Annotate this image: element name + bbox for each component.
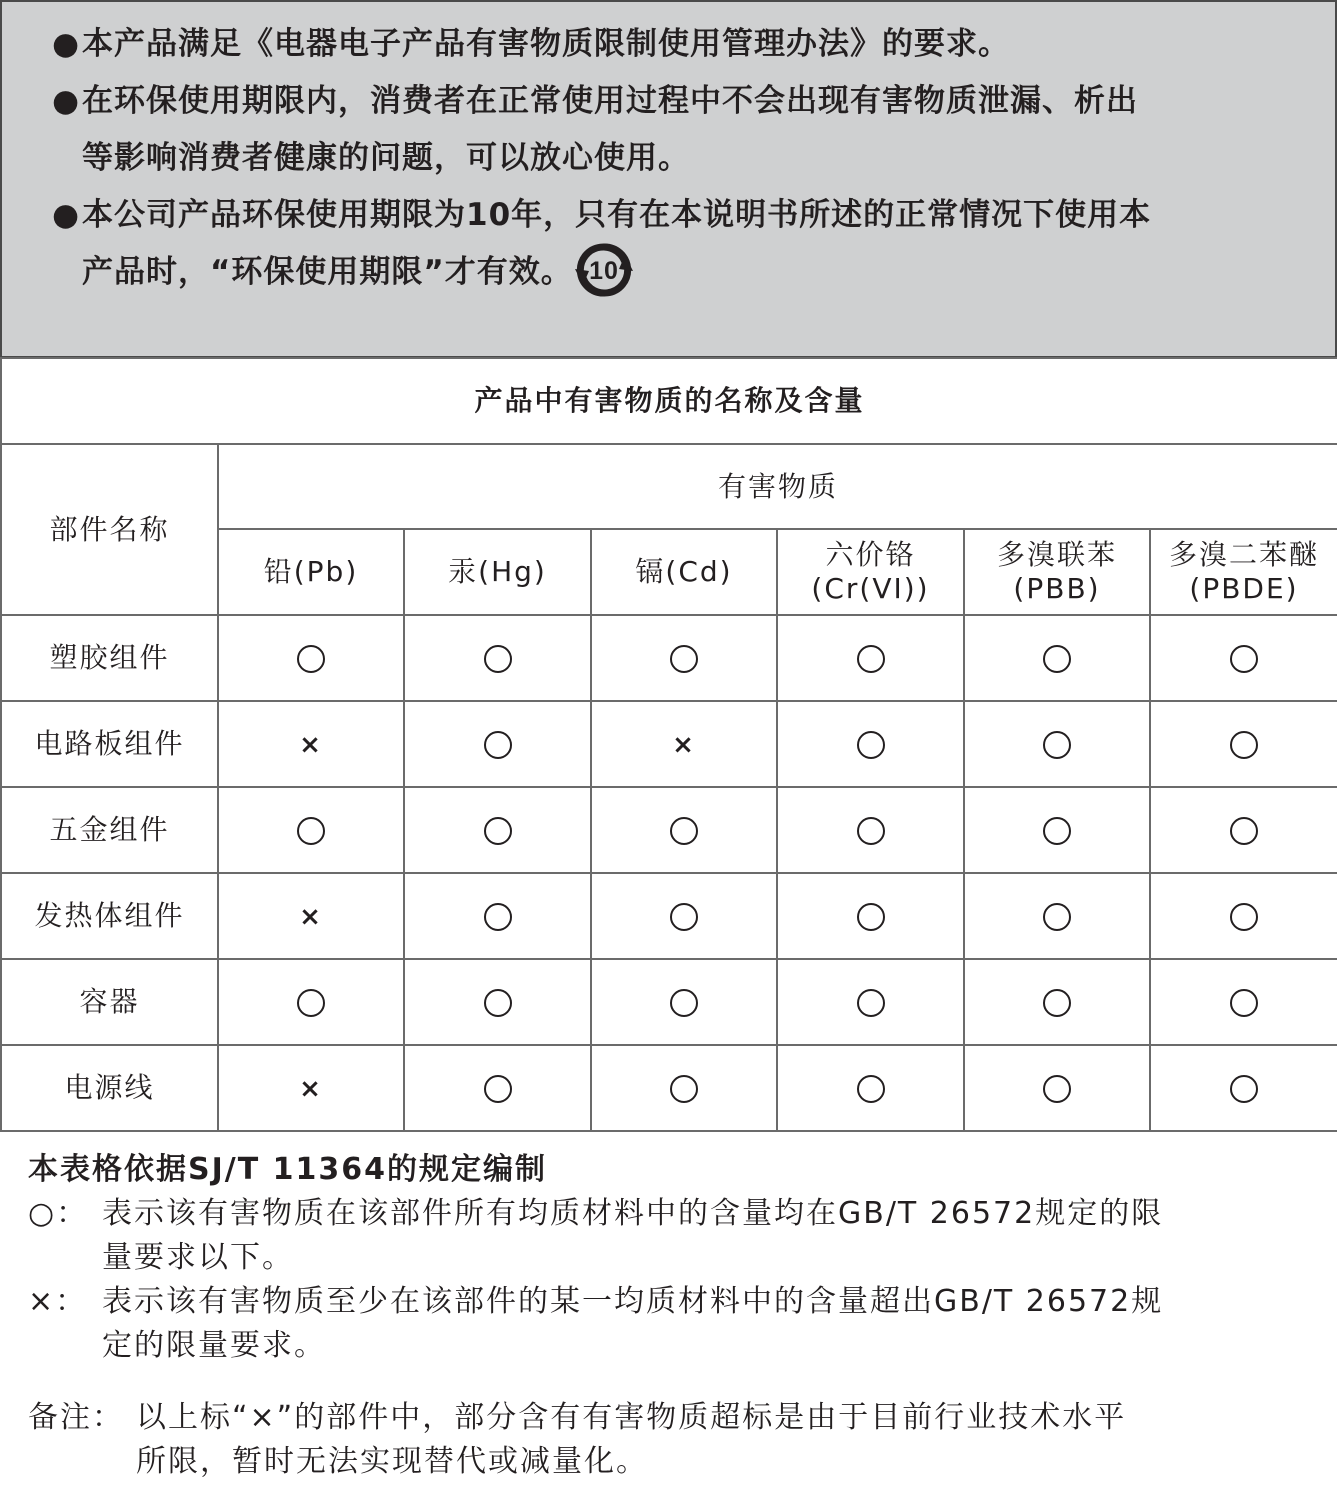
hazardous-substance-table bbox=[0, 357, 1337, 1132]
table-row bbox=[1, 787, 1337, 873]
circle-compliant-mark bbox=[297, 989, 325, 1017]
status-cell bbox=[1150, 1045, 1337, 1131]
notes-heading: 本表格依据SJ/T 11364的规定编制 bbox=[28, 1152, 548, 1187]
circle-compliant-mark bbox=[297, 645, 325, 673]
part-name-cell: 五金组件 bbox=[1, 787, 218, 873]
circle-compliant-mark bbox=[484, 817, 512, 845]
circle-compliant-mark bbox=[1230, 645, 1258, 673]
circle-compliant-mark bbox=[670, 645, 698, 673]
status-cell bbox=[404, 873, 591, 959]
cross-exceeds-mark: × bbox=[299, 729, 323, 760]
eco-period-10-logo bbox=[575, 241, 633, 299]
bullet-dot: ● bbox=[52, 83, 81, 119]
circle-compliant-mark bbox=[857, 903, 885, 931]
notice-bullet-2 bbox=[52, 73, 1302, 187]
status-cell bbox=[218, 959, 404, 1045]
status-cell bbox=[404, 787, 591, 873]
status-cell bbox=[218, 615, 404, 701]
status-cell bbox=[964, 615, 1150, 701]
circle-compliant-mark bbox=[484, 645, 512, 673]
circle-compliant-mark bbox=[297, 817, 325, 845]
remark-label: 备注： bbox=[28, 1400, 124, 1435]
substance-name: 多溴二苯醚 bbox=[1169, 538, 1320, 571]
cross-exceeds-mark: × bbox=[299, 1073, 323, 1104]
logo-number: 10 bbox=[588, 256, 619, 285]
status-cell bbox=[404, 959, 591, 1045]
status-cell bbox=[1150, 959, 1337, 1045]
substance-name: 六价铬 bbox=[825, 538, 916, 571]
status-cell bbox=[1150, 701, 1337, 787]
circle-compliant-mark bbox=[857, 817, 885, 845]
status-cell bbox=[218, 787, 404, 873]
part-name-cell: 塑胶组件 bbox=[1, 615, 218, 701]
table-row bbox=[1, 959, 1337, 1045]
legend-cross-text bbox=[102, 1280, 1292, 1368]
part-name-cell: 发热体组件 bbox=[1, 873, 218, 959]
status-cell bbox=[1150, 873, 1337, 959]
part-name-cell: 电路板组件 bbox=[1, 701, 218, 787]
circle-compliant-mark bbox=[857, 645, 885, 673]
legend-line: 表示该有害物质在该部件所有均质材料中的含量均在GB/T 26572规定的限 bbox=[102, 1196, 1164, 1231]
substance-header bbox=[404, 529, 591, 615]
legend-circle bbox=[28, 1192, 1308, 1280]
status-cell bbox=[964, 959, 1150, 1045]
legend-circle-symbol: ○： bbox=[28, 1196, 89, 1231]
bullet-dot: ● bbox=[52, 26, 81, 62]
status-cell bbox=[218, 873, 404, 959]
legend-line: 定的限量要求。 bbox=[102, 1328, 326, 1363]
substance-symbol: (Cr(VI)) bbox=[811, 572, 930, 605]
status-cell bbox=[404, 1045, 591, 1131]
status-cell bbox=[218, 1045, 404, 1131]
notice-bullet-3 bbox=[52, 187, 1302, 303]
substance-header bbox=[964, 529, 1150, 615]
circle-compliant-mark bbox=[857, 989, 885, 1017]
notice-text: 产品时，“环保使用期限”才有效。 bbox=[82, 254, 573, 290]
notice-text: 在环保使用期限内，消费者在正常使用过程中不会出现有害物质泄漏、析出 bbox=[82, 83, 1138, 119]
status-cell bbox=[777, 787, 964, 873]
legend-line: 表示该有害物质至少在该部件的某一均质材料中的含量超出GB/T 26572规 bbox=[102, 1284, 1164, 1319]
table-row bbox=[1, 1045, 1337, 1131]
part-name-header: 部件名称 bbox=[1, 444, 218, 615]
status-cell bbox=[964, 701, 1150, 787]
circle-compliant-mark bbox=[857, 731, 885, 759]
status-cell bbox=[777, 701, 964, 787]
status-cell bbox=[1150, 615, 1337, 701]
cross-exceeds-mark: × bbox=[672, 729, 696, 760]
table-row bbox=[1, 615, 1337, 701]
substance-name: 铅(Pb) bbox=[263, 555, 359, 588]
hazardous-group-header: 有害物质 bbox=[218, 444, 1337, 529]
circle-compliant-mark bbox=[1043, 903, 1071, 931]
circle-compliant-mark bbox=[670, 817, 698, 845]
circle-compliant-mark bbox=[670, 903, 698, 931]
status-cell bbox=[591, 1045, 777, 1131]
circle-compliant-mark bbox=[1043, 645, 1071, 673]
substance-header bbox=[777, 529, 964, 615]
circle-compliant-mark bbox=[1043, 989, 1071, 1017]
circle-compliant-mark bbox=[484, 1075, 512, 1103]
remark bbox=[28, 1396, 1308, 1484]
legend-cross bbox=[28, 1280, 1308, 1368]
table-row bbox=[1, 873, 1337, 959]
circle-compliant-mark bbox=[670, 989, 698, 1017]
circle-compliant-mark bbox=[1043, 1075, 1071, 1103]
status-cell bbox=[404, 701, 591, 787]
status-cell bbox=[1150, 787, 1337, 873]
substance-header bbox=[1150, 529, 1337, 615]
notice-text: 本公司产品环保使用期限为10年，只有在本说明书所述的正常情况下使用本 bbox=[82, 197, 1152, 233]
substance-header bbox=[591, 529, 777, 615]
remark-text bbox=[136, 1396, 1296, 1484]
remark-line: 以上标“×”的部件中，部分含有有害物质超标是由于目前行业技术水平 bbox=[136, 1400, 1127, 1435]
substance-name: 多溴联苯 bbox=[996, 538, 1117, 571]
table-row bbox=[1, 701, 1337, 787]
circle-compliant-mark bbox=[1230, 1075, 1258, 1103]
circle-compliant-mark bbox=[484, 731, 512, 759]
substance-name: 镉(Cd) bbox=[635, 555, 733, 588]
legend-cross-symbol: ×： bbox=[28, 1284, 88, 1319]
circle-compliant-mark bbox=[1230, 731, 1258, 759]
circle-compliant-mark bbox=[1230, 989, 1258, 1017]
circle-compliant-mark bbox=[1230, 817, 1258, 845]
status-cell bbox=[591, 787, 777, 873]
status-cell bbox=[777, 615, 964, 701]
status-cell bbox=[777, 873, 964, 959]
status-cell bbox=[591, 701, 777, 787]
part-name-cell: 电源线 bbox=[1, 1045, 218, 1131]
cross-exceeds-mark: × bbox=[299, 901, 323, 932]
circle-compliant-mark bbox=[857, 1075, 885, 1103]
notice-bullet-1 bbox=[52, 16, 1302, 73]
status-cell bbox=[591, 615, 777, 701]
bullet-dot: ● bbox=[52, 197, 81, 233]
status-cell bbox=[404, 615, 591, 701]
status-cell bbox=[777, 1045, 964, 1131]
circle-compliant-mark bbox=[484, 989, 512, 1017]
notice-text: 本产品满足《电器电子产品有害物质限制使用管理办法》的要求。 bbox=[82, 26, 1010, 62]
notice-text: 等影响消费者健康的问题，可以放心使用。 bbox=[82, 140, 690, 176]
substance-header bbox=[218, 529, 404, 615]
remark-line: 所限，暂时无法实现替代或减量化。 bbox=[136, 1444, 648, 1479]
substance-name: 汞(Hg) bbox=[448, 555, 547, 588]
notice-box bbox=[0, 0, 1337, 358]
status-cell bbox=[591, 959, 777, 1045]
substance-symbol: (PBDE) bbox=[1189, 572, 1299, 605]
status-cell bbox=[964, 1045, 1150, 1131]
legend-line: 量要求以下。 bbox=[102, 1240, 294, 1275]
status-cell bbox=[964, 787, 1150, 873]
part-name-cell: 容器 bbox=[1, 959, 218, 1045]
circle-compliant-mark bbox=[1230, 903, 1258, 931]
status-cell bbox=[777, 959, 964, 1045]
circle-compliant-mark bbox=[670, 1075, 698, 1103]
notice-text-with-logo bbox=[52, 244, 1302, 303]
circle-compliant-mark bbox=[1043, 817, 1071, 845]
legend-circle-text bbox=[102, 1192, 1292, 1280]
substance-symbol: (PBB) bbox=[1013, 572, 1101, 605]
notes-section bbox=[28, 1148, 1308, 1484]
circle-compliant-mark bbox=[1043, 731, 1071, 759]
status-cell bbox=[591, 873, 777, 959]
circle-compliant-mark bbox=[484, 903, 512, 931]
status-cell bbox=[964, 873, 1150, 959]
status-cell bbox=[218, 701, 404, 787]
table-caption: 产品中有害物质的名称及含量 bbox=[1, 358, 1337, 444]
